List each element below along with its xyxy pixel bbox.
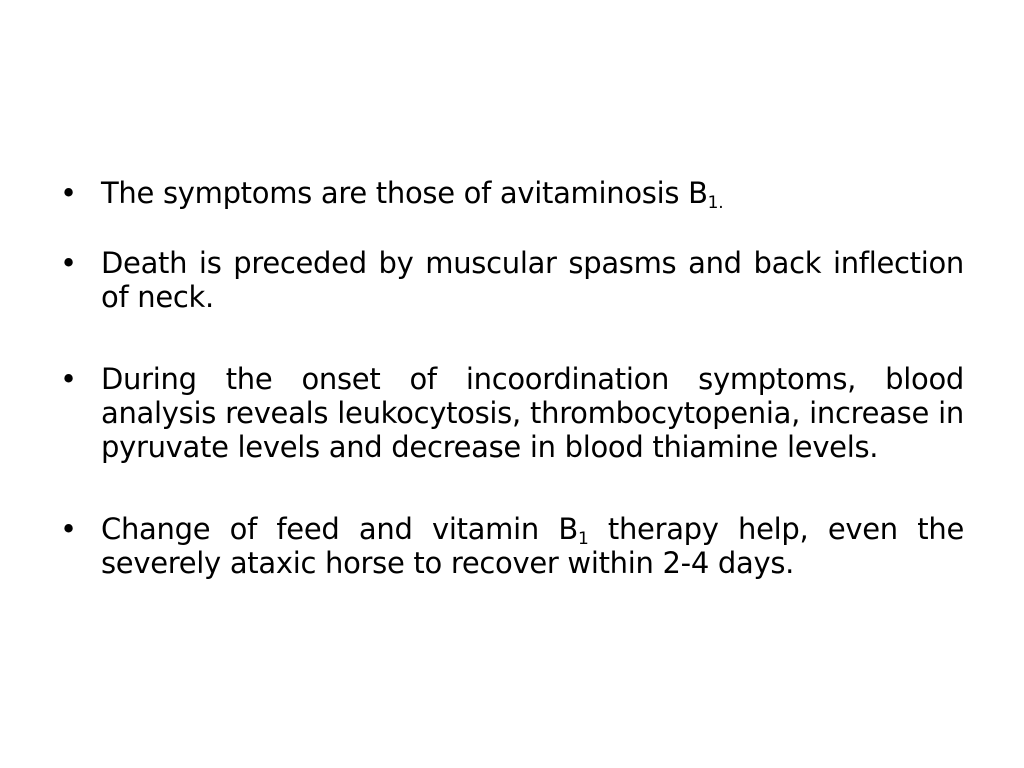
bullet-text: The symptoms are those of avitaminosis B	[101, 176, 708, 210]
bullet-dot: •	[60, 246, 77, 280]
bullet-item-symptoms	[60, 176, 964, 213]
bullet-dot: •	[60, 362, 77, 396]
subscript: 1	[577, 529, 589, 549]
bullet-item-blood-analysis	[60, 362, 964, 464]
bullet-dot: •	[60, 512, 77, 546]
bullet-item-therapy	[60, 512, 964, 580]
bullet-list	[60, 176, 964, 580]
bullet-dot: •	[60, 176, 77, 210]
bullet-text: During the onset of incoordination symptoms, blood analysis reveals leukocytosis, thrombocytopenia, increase in pyruvate levels and decrease in blood thiamine levels.	[101, 362, 964, 464]
bullet-text: Death is preceded by muscular spasms and back inflection of neck.	[101, 246, 964, 314]
bullet-item-death	[60, 246, 964, 314]
bullet-text-continued: therapy help, even the severely ataxic horse to recover within 2-4 days.	[101, 512, 964, 580]
subscript: 1.	[707, 193, 724, 213]
bullet-text: Change of feed and vitamin B	[101, 512, 578, 546]
